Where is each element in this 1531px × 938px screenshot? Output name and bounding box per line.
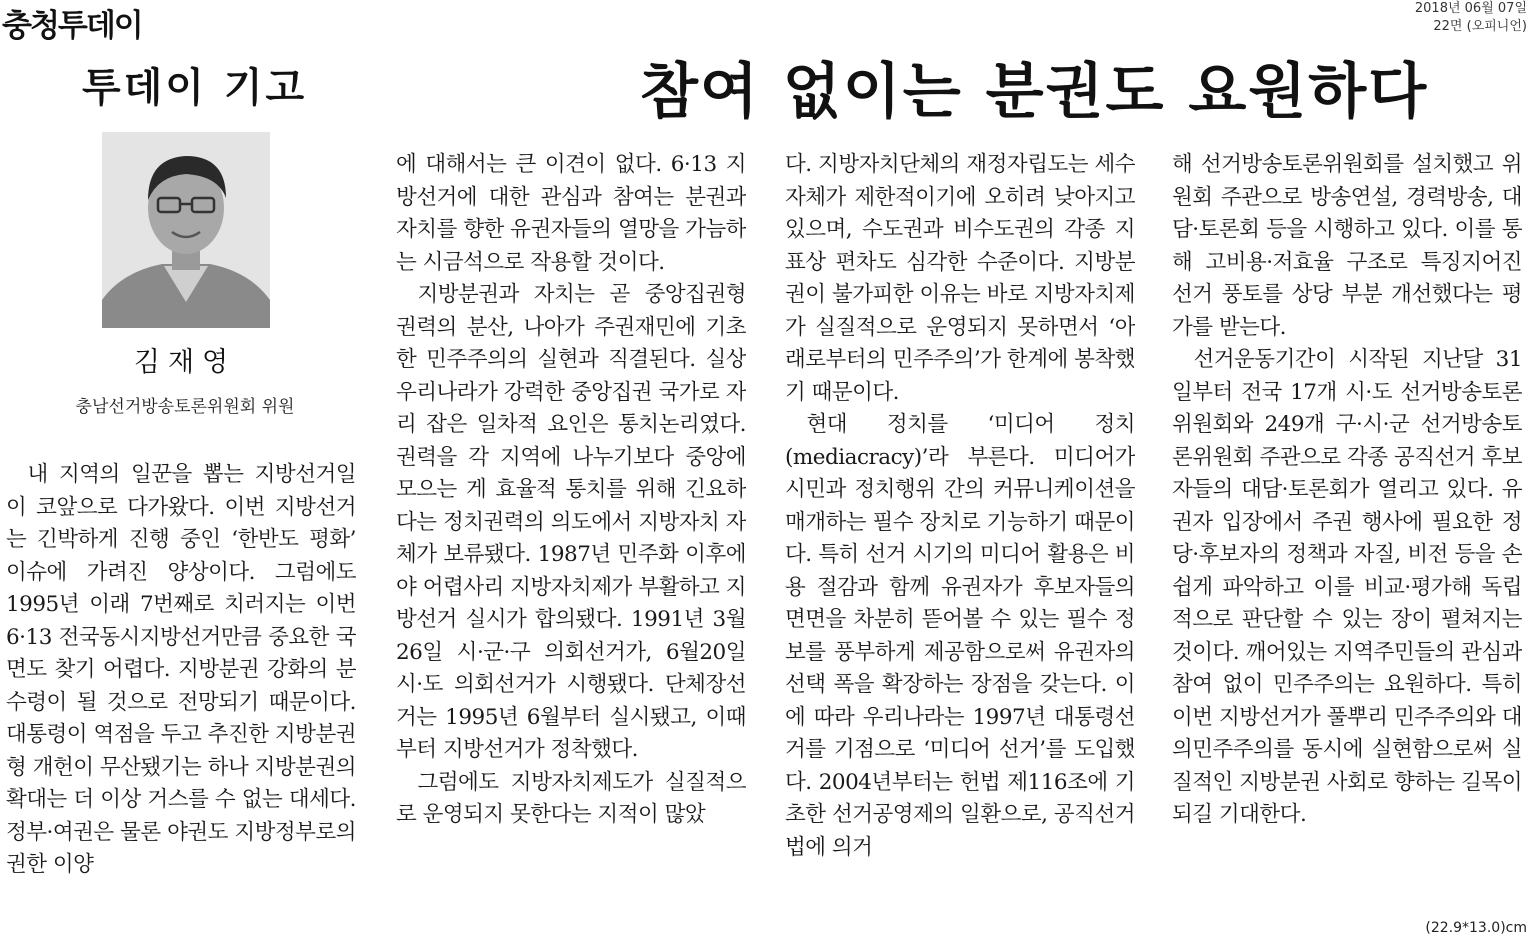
body-paragraph: 그럼에도 지방자치제도가 실질적으로 운영되지 못한다는 지적이 많았 bbox=[396, 769, 746, 827]
publication-date: 2018년 06월 07일 bbox=[1414, 1, 1527, 16]
body-column-2 bbox=[396, 149, 746, 919]
body-paragraph: 내 지역의 일꾼을 뽑는 지방선거일이 코앞으로 다가왔다. 이번 지방선거는 긴박하게 진행 중인 ‘한반도 평화’ 이슈에 가려진 양상이다. 그럼에도 1995년 이래 7번째로 치러지는 이번 6·13 전국동시지방선거만큼 중요한 국면도 찾기 어렵다. 지방분권 강화의 분수령이 될 것으로 전망되기 때문이다. 대통령이 역점을 두고 추진한 지방분권형 개헌이 무산됐기는 하나 지방분권의 확대는 더 이상 거스를 수 없는 대세다. 정부·여권은 물론 야권도 지방정부로의 권한 이양 bbox=[6, 462, 356, 877]
section-label: 투데이 기고 bbox=[82, 65, 308, 111]
newspaper-masthead: 충청투데이 bbox=[2, 8, 142, 44]
page-number: 22면 (오피니언) bbox=[1433, 19, 1527, 34]
body-paragraph: 지방분권과 자치는 곧 중앙집권형 권력의 분산, 나아가 주권재민에 기초한 민주주의의 실현과 직결된다. 실상 우리나라가 강력한 중앙집권 국가로 자리 잡은 일차적 요인은 통치논리였다. 권력을 각 지역에 나누기보다 중앙에 모으는 게 효율적 통치를 위해 긴요하다는 정치권력의 의도에서 지방자치 자체가 보류됐다. 1987년 민주화 이후에야 어렵사리 지방자치제가 부활하고 지방선거 실시가 합의됐다. 1991년 3월26일 시·군·구 의회선거가, 6월20일 시·도 의회선거가 시행됐다. 단체장선거는 1995년 6월부터 실시됐고, 이때부터 지방선거가 정착했다. bbox=[396, 282, 746, 762]
body-column-4 bbox=[1172, 149, 1522, 919]
author-photo bbox=[102, 132, 270, 328]
body-paragraph: 해 선거방송토론위원회를 설치했고 위원회 주관으로 방송연설, 경력방송, 대담·토론회 등을 시행하고 있다. 이를 통해 고비용·저효율 구조로 특징지어진 선거 풍토를 상당 부분 개선했다는 평가를 받는다. bbox=[1172, 152, 1522, 340]
body-paragraph: 선거운동기간이 시작된 지난달 31일부터 전국 17개 시·도 선거방송토론위원회와 249개 구·시·군 선거방송토론위원회 주관으로 각종 공직선거 후보자들의 대담·토론회가 열리고 있다. 유권자 입장에서 주권 행사에 필요한 정당·후보자의 정책과 자질, 비전 등을 손쉽게 파악하고 이를 비교·평가해 독립적으로 판단할 수 있는 장이 펼쳐지는 것이다. 깨어있는 지역주민들의 관심과 참여 없이 민주주의는 요원하다. 특히 이번 지방선거가 풀뿌리 민주주의와 대의민주주의를 동시에 실현함으로써 실질적인 지방분권 사회로 향하는 길목이 되길 기대한다. bbox=[1172, 347, 1522, 827]
dateline bbox=[1415, 0, 1527, 36]
body-paragraph: 현대 정치를 ‘미디어 정치(mediacracy)’라 부른다. 미디어가 시민과 정치행위 간의 커뮤니케이션을 매개하는 필수 장치로 기능하기 때문이다. 특히 선거 시기의 미디어 활용은 비용 절감과 함께 유권자가 후보자들의 면면을 차분히 뜯어볼 수 있는 필수 정보를 풍부하게 제공함으로써 유권자의 선택 폭을 확장하는 장점을 갖는다. 이에 따라 우리나라는 1997년 대통령선거를 기점으로 ‘미디어 선거’를 도입했다. 2004년부터는 헌법 제116조에 기초한 선거공영제의 일환으로, 공직선거법에 의거 bbox=[785, 412, 1135, 860]
body-column-3 bbox=[785, 149, 1135, 919]
body-column-1 bbox=[6, 459, 356, 919]
body-paragraph: 에 대해서는 큰 이견이 없다. 6·13 지방선거에 대한 관심과 참여는 분권과 자치를 향한 유권자들의 열망을 가늠하는 시금석으로 작용할 것이다. bbox=[396, 152, 746, 275]
body-paragraph: 다. 지방자치단체의 재정자립도는 세수 자체가 제한적이기에 오히려 낮아지고 있으며, 수도권과 비수도권의 각종 지표상 편차도 심각한 수준이다. 지방분권이 불가피한 이유는 바로 지방자치제가 실질적으로 운영되지 못하면서 ‘아래로부터의 민주주의’가 한계에 봉착했기 때문이다. bbox=[785, 152, 1135, 405]
article-size-note: (22.9*13.0)cm bbox=[1425, 920, 1527, 936]
article-headline: 참여 없이는 분권도 요원하다 bbox=[640, 57, 1429, 127]
author-title: 충남선거방송토론위원회 위원 bbox=[75, 397, 295, 417]
author-name: 김재영 bbox=[133, 347, 237, 378]
